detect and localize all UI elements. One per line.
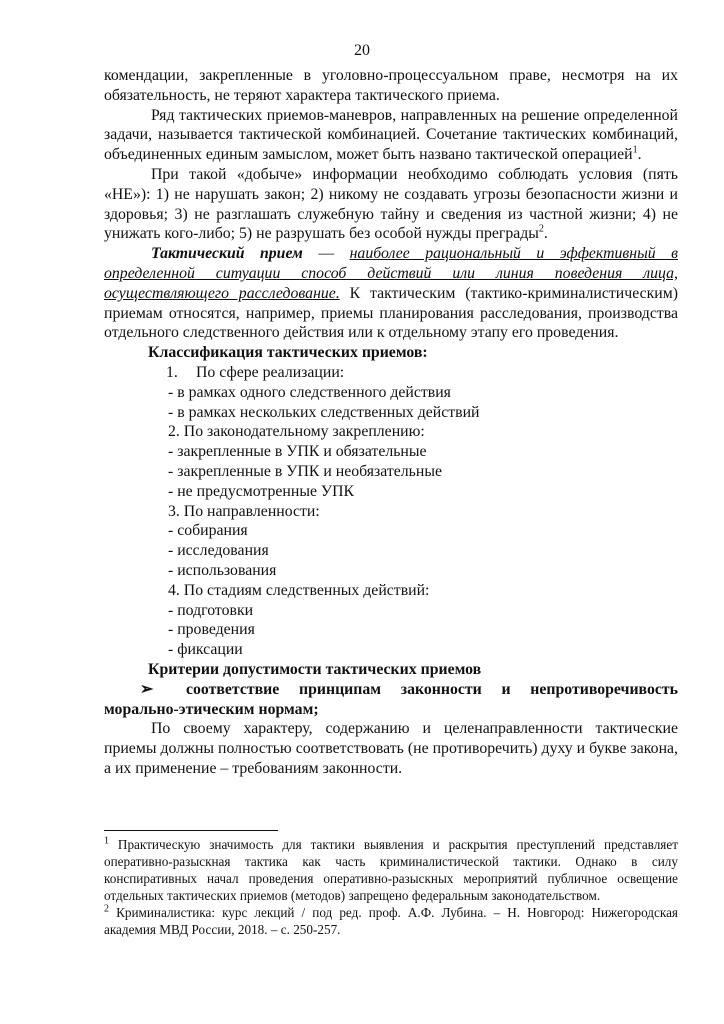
classification-group-3-title: 3. По направленности: — [168, 502, 320, 520]
footnote-mark: 1 — [104, 835, 109, 847]
paragraph-definition — [104, 244, 678, 343]
definition-text: наиболее рациональный и эффективный в определенной ситуации способ действий или линия поведения лица, осуществляющего расследование. — [104, 245, 678, 302]
main-text — [104, 66, 678, 779]
footnote-1 — [104, 836, 678, 904]
footnote-ref-2[interactable]: 2 — [538, 224, 544, 236]
list-item: - фиксации — [168, 641, 243, 659]
classification-group-1-title — [104, 363, 678, 383]
paragraph-text: Ряд тактических приемов-маневров, направленных на решение определенной задачи, называется тактической комбинацией. Сочетание тактических комбинаций, объединенных единым замыслом, может быть названо тактической операцией — [104, 106, 678, 164]
criteria-item — [104, 680, 678, 720]
definition-rest: К тактическим (тактико-криминалистическим) приемам относятся, например, приемы планирования расследования, производства отдельного следственного действия или к отдельному этапу его проведения. — [104, 284, 678, 342]
footnote-2 — [104, 904, 678, 938]
footnote-separator — [104, 830, 278, 831]
definition-term: Тактический прием — [151, 245, 303, 263]
footnote-mark: 2 — [104, 903, 109, 915]
list-item: - в рамках одного следственного действия — [168, 383, 451, 401]
criteria-text: соответствие принципам законности и непротиворечивость морально-этическим нормам; — [104, 680, 678, 718]
paragraph-continuation — [104, 66, 678, 106]
paragraph-tactical-combination — [104, 106, 678, 165]
arrow-bullet-icon: ➢ — [140, 680, 154, 698]
list-item: - проведения — [168, 621, 255, 639]
list-item: - закрепленные в УПК и обязательные — [168, 443, 427, 461]
paragraph-text: комендации, закрепленные в уголовно-процессуальном праве, несмотря на их обязательность, не теряют характера тактического приема. — [104, 67, 678, 104]
definition-dash: — — [302, 245, 350, 263]
footnotes — [104, 836, 678, 938]
footnote-text: Криминалистика: курс лекций / под ред. проф. А.Ф. Лубина. – Н. Новгород: Нижегородская академия МВД России, 2018. – с. 250-257. — [104, 905, 678, 937]
paragraph-end: . — [543, 225, 548, 243]
criteria-heading: Критерии допустимости тактических приемов — [148, 660, 482, 678]
paragraph-text: При такой «добыче» информации необходимо соблюдать условия (пять «НЕ»): 1) не нарушать закон; 2) никому не создавать угрозы безопасности жизни и здоровья; 3) не разглашать служебную тайну и сведения из частной жизни; 4) не унижать кого-либо; 5) не разрушать без особой нужды преграды — [104, 165, 678, 243]
list-number: 1. — [166, 363, 178, 381]
list-item: - исследования — [168, 542, 269, 560]
list-title: По сфере реализации: — [196, 363, 345, 381]
classification-heading: Классификация тактических приемов: — [148, 344, 428, 362]
list-item: - собирания — [168, 522, 248, 540]
footnote-text: Практическую значимость для тактики выявления и раскрытия преступлений представляет оперативно-разыскная тактика как часть криминалистической тактики. Однако в силу конспиративных начал проведения оперативно-разыскных мероприятий публичное освещение отдельных тактических приемов (методов) запрещено федеральным законодательством. — [104, 837, 678, 903]
classification-group-2-title: 2. По законодательному закреплению: — [168, 423, 425, 441]
list-item: - подготовки — [168, 601, 254, 619]
list-item: - закрепленные в УПК и необязательные — [168, 462, 442, 480]
paragraph-five-not — [104, 165, 678, 244]
classification-group-4-title: 4. По стадиям следственных действий: — [168, 581, 430, 599]
page-number: 20 — [354, 42, 370, 59]
footnote-ref-1[interactable]: 1 — [632, 144, 638, 156]
paragraph-end: . — [637, 146, 642, 164]
paragraph-legality — [104, 719, 678, 778]
list-item: - использования — [168, 561, 277, 579]
list-item: - в рамках нескольких следственных действий — [168, 403, 480, 421]
paragraph-text: По своему характеру, содержанию и целенаправленности тактические приемы должны полностью соответствовать (не противоречить) духу и букве закона, а их применение – требованиям законности. — [104, 720, 678, 777]
list-item: - не предусмотренные УПК — [168, 482, 355, 500]
